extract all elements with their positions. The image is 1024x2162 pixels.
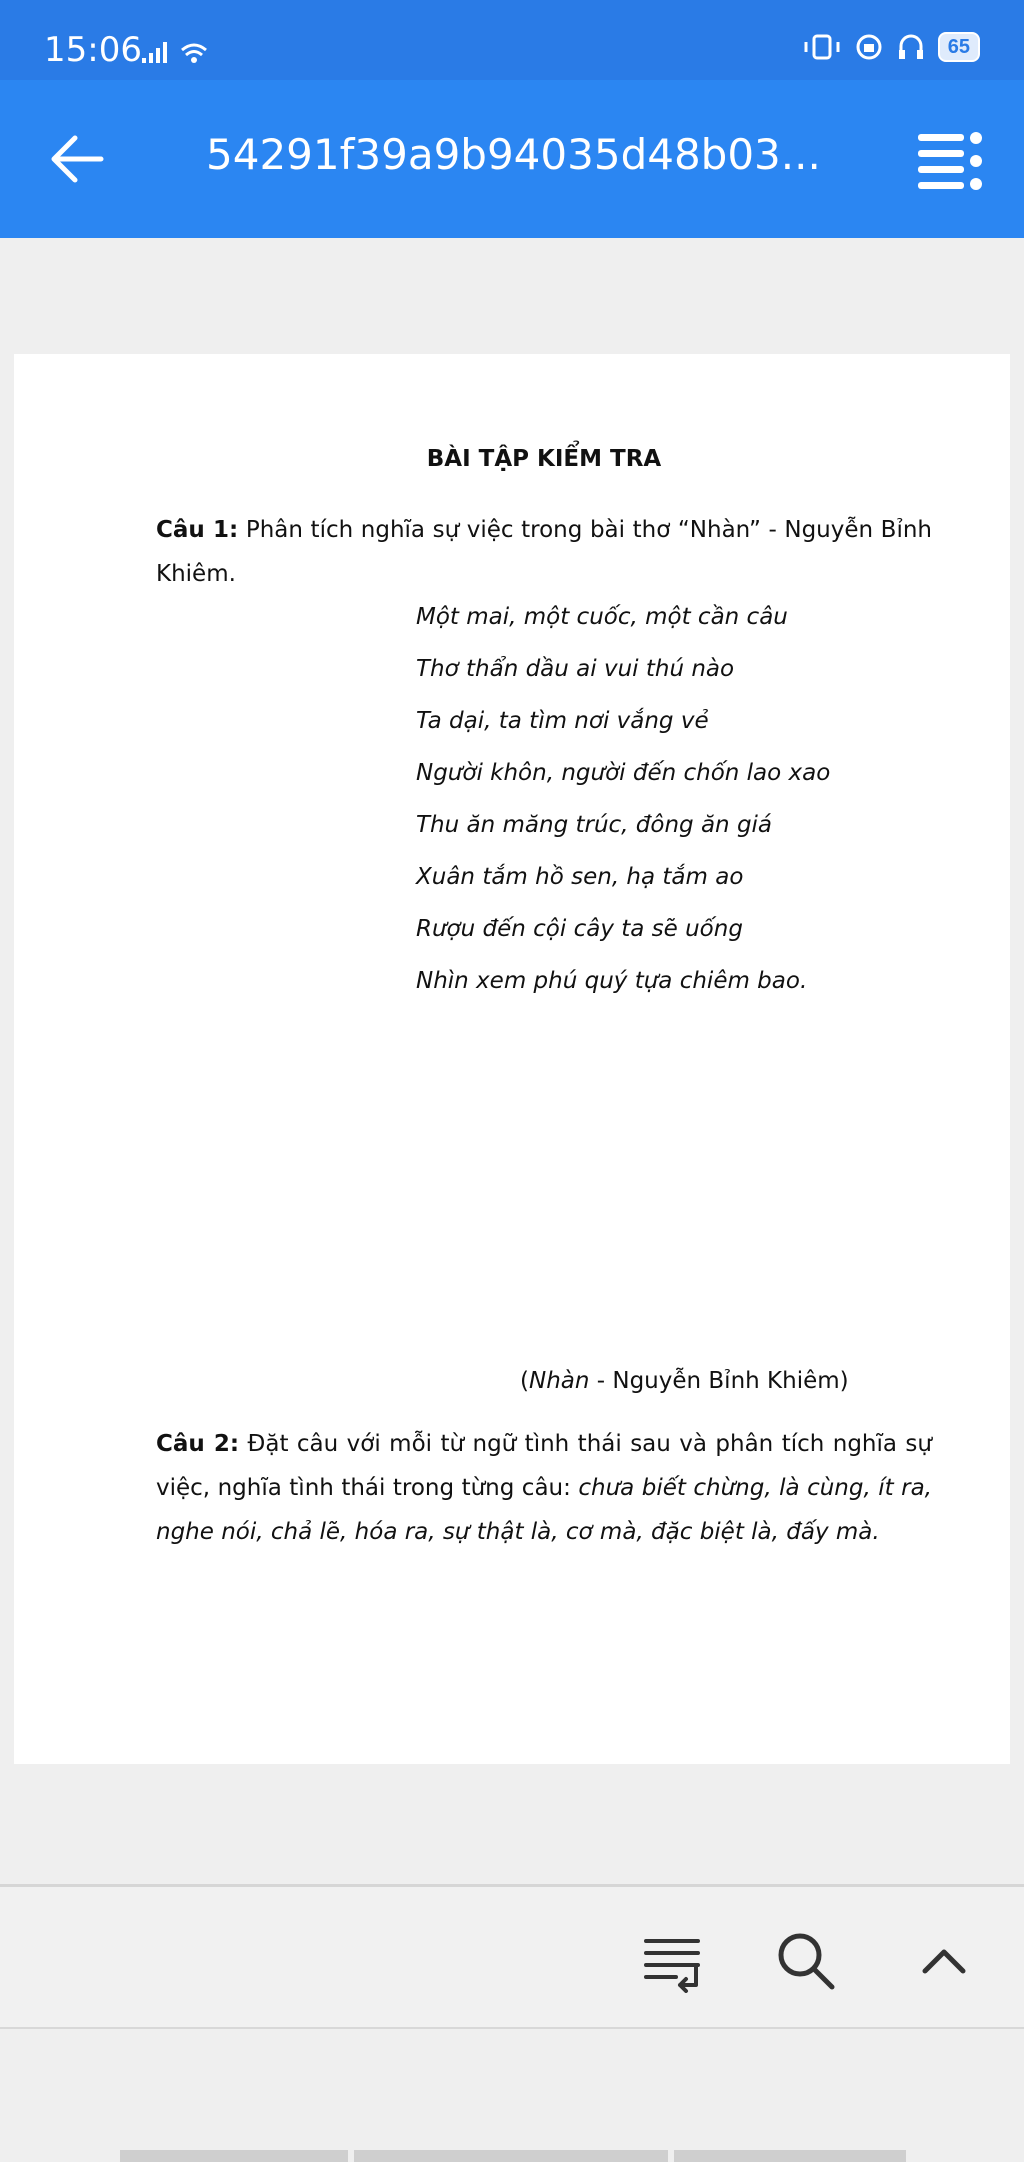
- scroll-up-button[interactable]: [904, 1921, 984, 2001]
- nav-bar-segment: [354, 2150, 668, 2162]
- bottom-toolbar: [0, 1884, 1024, 2029]
- signal-icon: [142, 36, 222, 66]
- app-bar: [0, 80, 1024, 238]
- question-2-words: chưa biết chừng, là cùng, ít ra, nghe nói, chả lẽ, hóa ra, sự thật là, cơ mà, đặc biệt là, đấy mà.: [156, 1475, 932, 1545]
- poem-line: Thu ăn măng trúc, đông ăn giá: [416, 812, 773, 838]
- back-button[interactable]: [40, 124, 114, 194]
- question-2-label: Câu 2:: [156, 1431, 240, 1457]
- status-right-icons: [802, 32, 980, 62]
- poem-line: Một mai, một cuốc, một cần câu: [416, 604, 788, 630]
- poem-line: Người khôn, người đến chốn lao xao: [416, 760, 831, 786]
- signal-wifi-icons: [142, 36, 222, 71]
- status-time: 15:06: [44, 30, 142, 70]
- status-bar: [0, 0, 1024, 80]
- battery-indicator: 65: [938, 32, 980, 62]
- poem-line: Ta dại, ta tìm nơi vắng vẻ: [416, 708, 709, 734]
- question-1-text: Phân tích nghĩa sự việc trong bài thơ “Nhàn” - Nguyễn Bỉnh Khiêm.: [156, 517, 932, 587]
- menu-list-icon: [910, 120, 990, 200]
- vibrate-icon: [802, 32, 842, 62]
- poem-line: Rượu đến cội cây ta sẽ uống: [416, 916, 743, 942]
- attribution-author: - Nguyễn Bỉnh Khiêm): [589, 1368, 849, 1394]
- poem-line: Nhìn xem phú quý tựa chiêm bao.: [416, 968, 808, 994]
- search-icon: [774, 1929, 838, 1993]
- table-of-contents-button[interactable]: [632, 1921, 712, 2001]
- poem-line: Xuân tắm hồ sen, hạ tắm ao: [416, 864, 744, 890]
- chevron-up-icon: [919, 1941, 969, 1981]
- data-saver-icon: [854, 32, 884, 62]
- attribution-open: (: [520, 1368, 529, 1394]
- headset-icon: [896, 32, 926, 62]
- attribution-work: Nhàn: [528, 1368, 590, 1394]
- question-1-label: Câu 1:: [156, 517, 239, 543]
- document-page: [14, 354, 1010, 1764]
- arrow-left-icon: [49, 133, 105, 185]
- exercise-title: BÀI TẬP KIỂM TRA: [426, 446, 662, 472]
- question-2: [156, 1422, 932, 1554]
- nav-bar-segment: [120, 2150, 348, 2162]
- poem-line: Thơ thẩn dầu ai vui thú nào: [416, 656, 735, 682]
- poem-attribution: [520, 1368, 849, 1394]
- search-button[interactable]: [766, 1921, 846, 2001]
- menu-button[interactable]: [910, 120, 990, 200]
- nav-bar-segment: [674, 2150, 906, 2162]
- question-1: [156, 508, 932, 596]
- question-2-text: Đặt câu với mỗi từ ngữ tình thái sau và phân tích nghĩa sự việc, nghĩa tình thái trong từng câu:: [156, 1431, 932, 1501]
- table-of-contents-icon: [640, 1929, 704, 1993]
- document-title: 54291f39a9b94035d48b03...: [206, 130, 821, 179]
